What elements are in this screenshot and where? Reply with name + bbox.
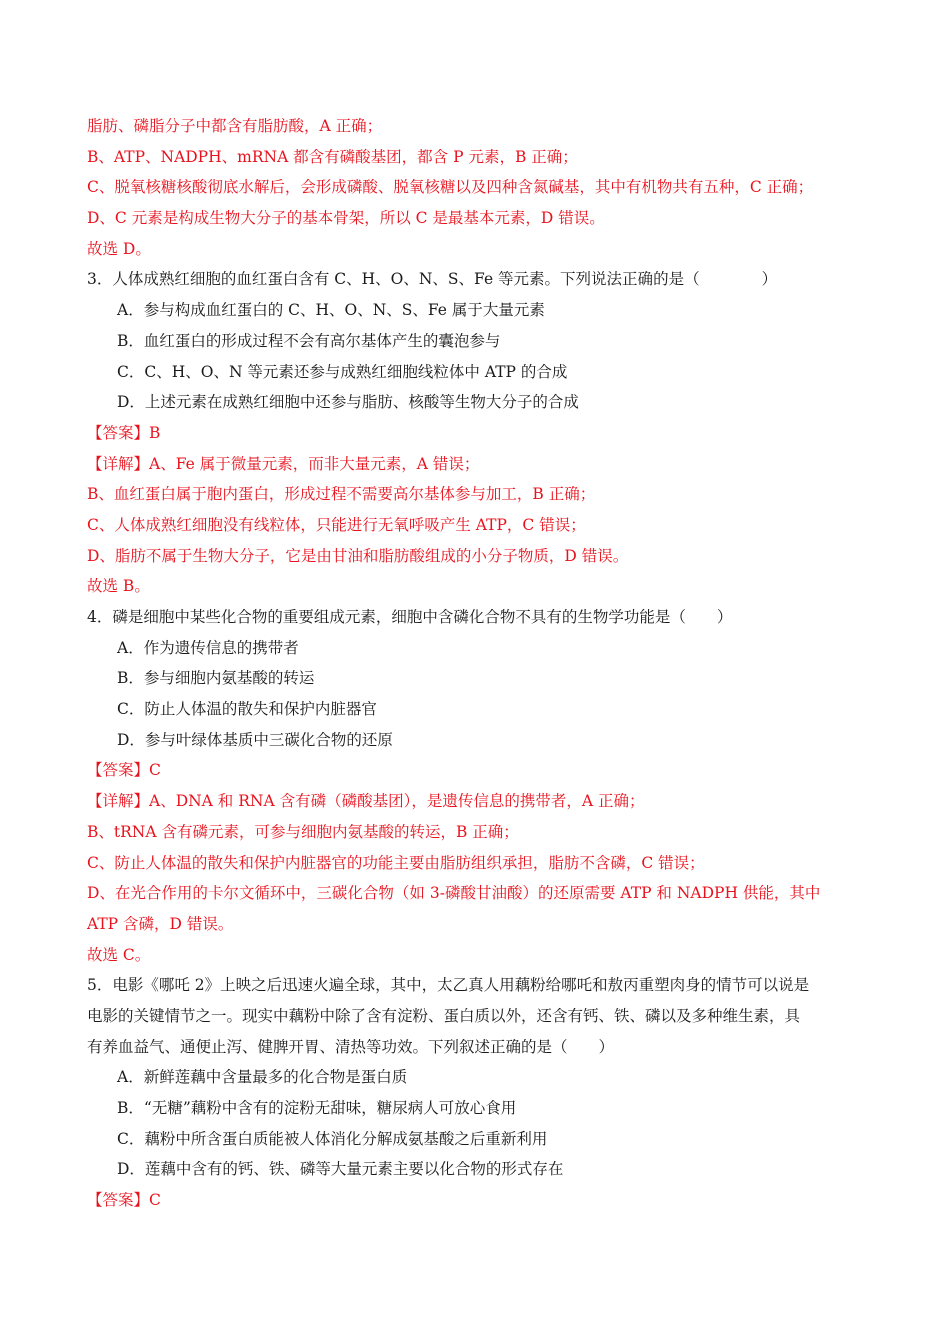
q4-explanation-line: D、在光合作用的卡尔文循环中，三碳化合物（如 3-磷酸甘油酸）的还原需要 ATP 和 NADPH 供能，其中 xyxy=(87,884,821,903)
q4-option-a: A．作为遗传信息的携带者 xyxy=(117,638,299,657)
q5-option-b: B．“无糖”藕粉中含有的淀粉无甜味，糖尿病人可放心食用 xyxy=(117,1099,517,1117)
q5-answer: 【答案】C xyxy=(87,1191,161,1210)
prev-explanation-d: D、C 元素是构成生物大分子的基本骨架，所以 C 是最基本元素，D 错误。 xyxy=(87,209,605,228)
q5-option-d: D．莲藕中含有的钙、铁、磷等大量元素主要以化合物的形式存在 xyxy=(117,1160,564,1179)
document-content xyxy=(87,111,867,1216)
prev-explanation-a: 脂肪、磷脂分子中都含有脂肪酸，A 正确； xyxy=(87,117,383,135)
q3-explanation-line: D、脂肪不属于生物大分子，它是由甘油和脂肪酸组成的小分子物质，D 错误。 xyxy=(87,546,629,565)
q3-option-d: D．上述元素在成熟红细胞中还参与脂肪、核酸等生物大分子的合成 xyxy=(117,393,579,412)
q4-option-b: B．参与细胞内氨基酸的转运 xyxy=(117,669,315,688)
q4-explanation-line: C、防止人体温的散失和保护内脏器官的功能主要由脂肪组织承担，脂肪不含磷，C 错误； xyxy=(87,853,705,872)
q4-conclusion: 故选 C。 xyxy=(87,945,151,964)
prev-explanation-b: B、ATP、NADPH、mRNA 都含有磷酸基团，都含 P 元素，B 正确； xyxy=(87,147,578,166)
q4-option-d: D．参与叶绿体基质中三碳化合物的还原 xyxy=(117,730,393,749)
q3-explanation-line: B、血红蛋白属于胞内蛋白，形成过程不需要高尔基体参与加工，B 正确； xyxy=(87,485,596,504)
q3-conclusion: 故选 B。 xyxy=(87,577,150,596)
q5-option-c: C．藕粉中所含蛋白质能被人体消化分解成氨基酸之后重新利用 xyxy=(117,1129,548,1148)
q5-stem-line: 5．电影《哪吒 2》上映之后迅速火遍全球，其中，太乙真人用藕粉给哪吒和敖丙重塑肉身的情节可以说是 xyxy=(87,976,810,995)
q4-explanation-line: B、tRNA 含有磷元素，可参与细胞内氨基酸的转运，B 正确； xyxy=(87,822,519,841)
q4-stem: 4．磷是细胞中某些化合物的重要组成元素，细胞中含磷化合物不具有的生物学功能是（ ） xyxy=(87,608,733,626)
q3-option-b: B．血红蛋白的形成过程不会有高尔基体产生的囊泡参与 xyxy=(117,331,501,350)
q3-explanation-line: 【详解】A、Fe 属于微量元素，而非大量元素，A 错误； xyxy=(87,454,480,473)
q4-answer: 【答案】C xyxy=(87,761,161,780)
q4-explanation-line: ATP 含磷，D 错误。 xyxy=(87,914,234,933)
q5-option-a: A．新鲜莲藕中含量最多的化合物是蛋白质 xyxy=(117,1068,408,1087)
q4-explanation-line: 【详解】A、DNA 和 RNA 含有磷（磷酸基团），是遗传信息的携带者，A 正确； xyxy=(87,792,645,811)
q4-option-c: C．防止人体温的散失和保护内脏器官 xyxy=(117,700,377,719)
q3-answer: 【答案】B xyxy=(87,423,161,442)
q3-option-a: A．参与构成血红蛋白的 C、H、O、N、S、Fe 属于大量元素 xyxy=(117,301,545,320)
prev-explanation-c: C、脱氧核糖核酸彻底水解后，会形成磷酸、脱氧核糖以及四种含氮碱基，其中有机物共有五种，C 正确； xyxy=(87,178,814,197)
q3-stem: 3．人体成熟红细胞的血红蛋白含有 C、H、O、N、S、Fe 等元素。下列说法正确的是（ ） xyxy=(87,270,778,289)
q5-stem-line: 电影的关键情节之一。现实中藕粉中除了含有淀粉、蛋白质以外，还含有钙、铁、磷以及多种维生素，具 xyxy=(87,1006,801,1025)
q3-option-c: C．C、H、O、N 等元素还参与成熟红细胞线粒体中 ATP 的合成 xyxy=(117,362,568,381)
q5-stem-line: 有养血益气、通便止泻、健脾开胃、清热等功效。下列叙述正确的是（ ） xyxy=(87,1037,615,1056)
q3-explanation-line: C、人体成熟红细胞没有线粒体，只能进行无氧呼吸产生 ATP，C 错误； xyxy=(87,515,586,534)
prev-conclusion: 故选 D。 xyxy=(87,239,151,258)
